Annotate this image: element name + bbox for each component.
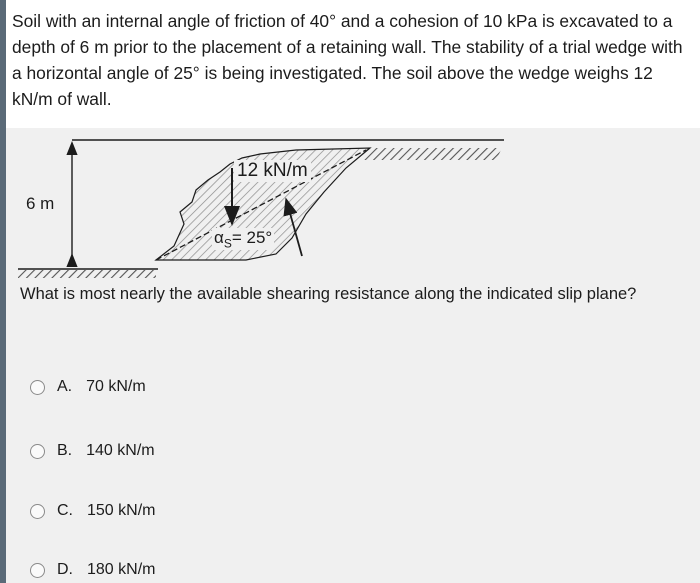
choice-letter: D. (57, 561, 73, 578)
angle-subscript: S (223, 236, 232, 251)
height-label: 6 m (26, 194, 55, 213)
choice-text: 70 kN/m (86, 378, 146, 395)
choice-a[interactable] (30, 374, 146, 400)
choice-b[interactable] (30, 438, 155, 464)
choice-letter: B. (57, 442, 73, 459)
question-stem: Soil with an internal angle of friction of 40° and a cohesion of 10 kPa is excavated to a depth of 6 m prior to the placement of a retaining wall. The stability of a trial wedge with a horizontal angle of 25° is being investigated. The soil above the wedge weighs 12 kN/m of wall. (12, 11, 683, 109)
choice-text: 140 kN/m (86, 442, 155, 459)
radio-button-icon[interactable] (30, 563, 45, 578)
question-prompt: What is most nearly the available shearing resistance along the indicated slip plane? (20, 285, 637, 303)
load-label: 12 kN/m (234, 160, 311, 182)
choice-c[interactable] (30, 498, 155, 524)
radio-button-icon[interactable] (30, 504, 45, 519)
choice-d[interactable] (30, 557, 155, 583)
radio-button-icon[interactable] (30, 444, 45, 459)
choice-text: 180 kN/m (87, 561, 156, 578)
angle-label (212, 228, 274, 250)
radio-button-icon[interactable] (30, 380, 45, 395)
ground-surface-bottom (18, 270, 156, 278)
retaining-wall-diagram (6, 128, 700, 280)
angle-symbol: α (214, 228, 224, 247)
choice-text: 150 kN/m (87, 502, 156, 519)
ground-surface-top (364, 148, 502, 160)
diagram-svg (6, 128, 700, 280)
choice-letter: C. (57, 502, 73, 519)
choice-letter: A. (57, 378, 73, 395)
angle-value: = 25° (231, 228, 273, 247)
